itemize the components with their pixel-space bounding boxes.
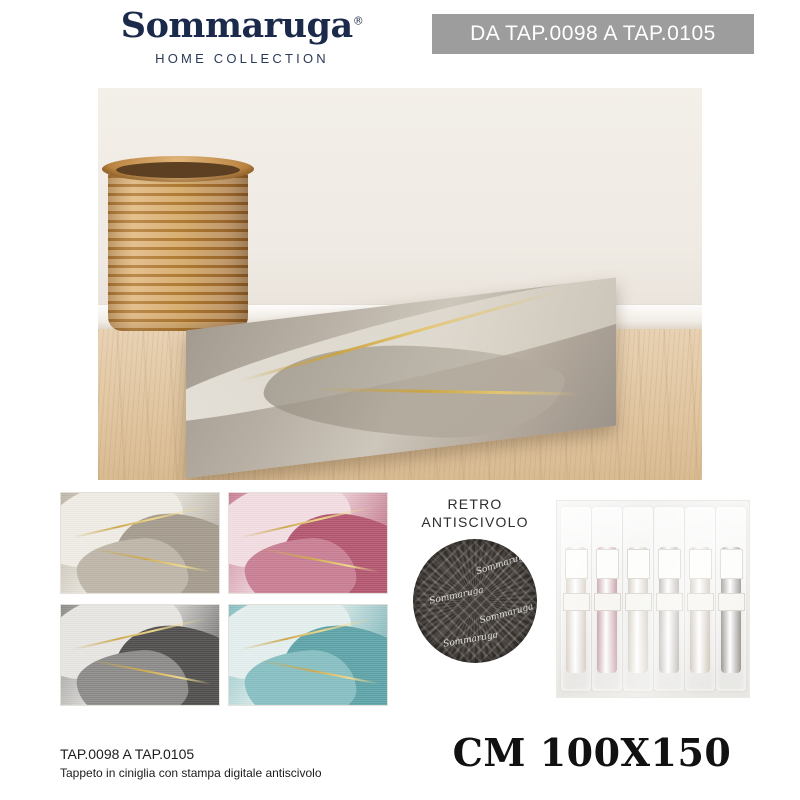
anti-slip-title-line1: RETRO [447,496,503,512]
wicker-basket [108,166,248,331]
barcode-label [718,593,745,611]
swatch-texture-overlay [229,605,387,705]
swatch-rosa[interactable] [228,492,388,594]
swatch-texture-overlay [229,493,387,593]
backing-watermark: Sommaruga [428,585,485,607]
product-label-tag [627,549,650,579]
product-description: Tappeto in ciniglia con stampa digitale antiscivolo [60,766,322,780]
color-variant-grid [60,492,390,706]
anti-slip-backing-block [400,496,550,676]
barcode-label [656,593,683,611]
hero-product-photo [98,88,702,480]
barcode-label [594,593,621,611]
swatch-texture-overlay [61,605,219,705]
swatch-acqua[interactable] [228,604,388,706]
packaged-rug [561,507,591,691]
packaged-rug [716,507,746,691]
backing-watermark: Sommaruga [474,550,531,578]
packaged-rug [592,507,622,691]
brand-subtitle: HOME COLLECTION [155,51,329,66]
product-label-tag [596,549,619,579]
product-label-tag [689,549,712,579]
packaged-rug [623,507,653,691]
registered-trademark-icon: ® [352,14,364,28]
product-label-tag [658,549,681,579]
anti-slip-title-line2: ANTISCIVOLO [421,513,529,530]
product-code: TAP.0098 A TAP.0105 [60,746,195,762]
code-range-banner: DA TAP.0098 A TAP.0105 [432,14,754,54]
barcode-label [563,593,590,611]
backing-watermark: Sommaruga [442,630,499,650]
anti-slip-title [400,496,550,531]
packaged-rug [685,507,715,691]
product-label-tag [720,549,743,579]
product-label-tag [565,549,588,579]
swatch-grigio[interactable] [60,604,220,706]
anti-slip-backing-swatch [413,539,537,663]
barcode-label [687,593,714,611]
backing-watermark: Sommaruga [478,602,535,626]
swatch-texture-overlay [61,493,219,593]
packaging-photo [556,500,750,698]
page-header [0,0,800,88]
packaged-rug [654,507,684,691]
footer-product-info [60,746,420,780]
basket-opening [116,162,240,178]
brand-name-text: Sommaruga [120,5,353,46]
brand-name [120,5,364,46]
swatch-beige[interactable] [60,492,220,594]
product-size: CM 100X150 [452,730,732,775]
brand-logo [92,5,392,66]
barcode-label [625,593,652,611]
